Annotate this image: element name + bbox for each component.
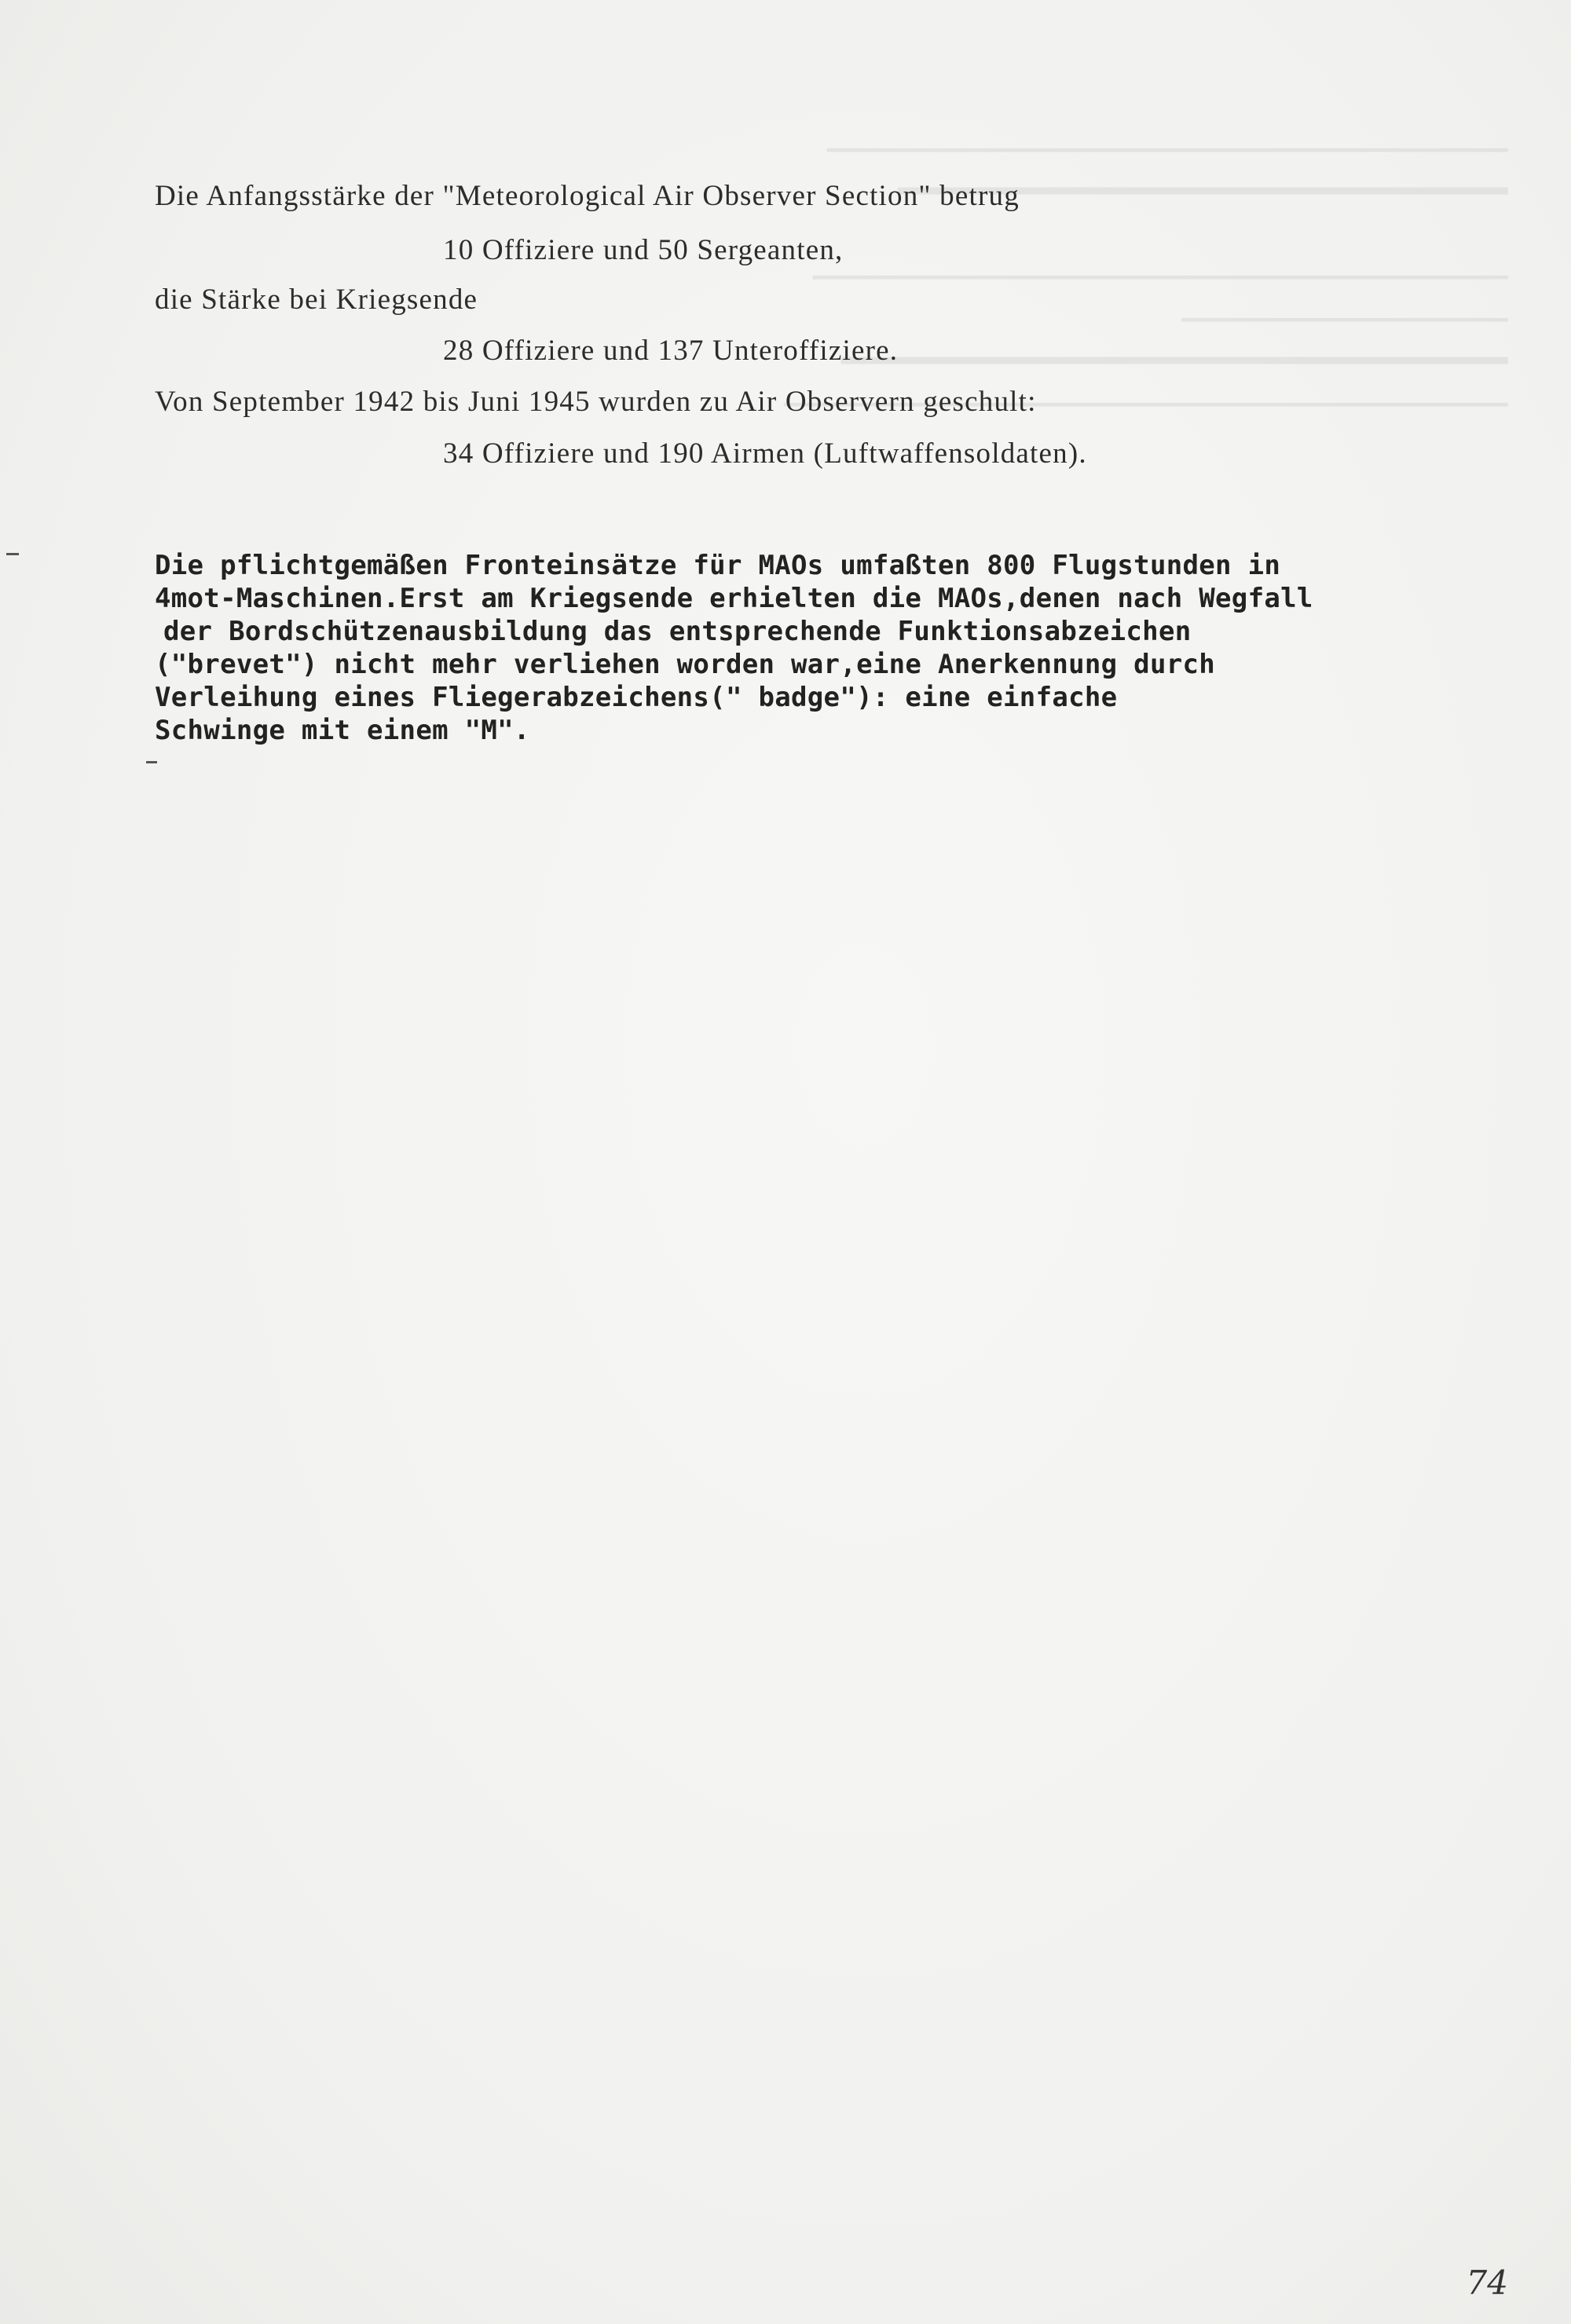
paragraph-line: Verleihung eines Fliegerabzeichens(" badge"): eine einfache (155, 682, 1118, 713)
initial-count-line: 10 Offiziere und 50 Sergeanten, (443, 234, 844, 266)
margin-mark (146, 761, 157, 763)
paragraph-line: Schwinge mit einem "M". (155, 715, 530, 746)
paragraph-line: 4mot-Maschinen.Erst am Kriegsende erhielten die MAOs,denen nach Wegfall (155, 583, 1313, 614)
bleed-through-texture: ▁▁▁▁▁▁▁▁▁▁▁▁▁▁▁▁▁▁▁▁▁▁▁▁▁▁▁▁▁▁▁▁▁▁▁▁▁▁▁▁▁▁▁▁▁▁▁▁ ▂▂▂▂▂▂▂▂▂▂▂▂▂▂▂▂▂▂▂▂▂▂▂▂▂▂▂▂▂▂▂▂▂▂▂▂▂▂▂▂▂▂▂ ▁▁▁▁▁▁▁▁▁▁▁▁▁▁▁▁▁▁▁▁▁▁▁▁▁▁▁▁▁▁▁▁▁▁▁▁▁▁▁▁▁▁▁▁▁▁▁▁▁ ▁▁▁▁▁▁▁▁▁▁▁▁▁▁▁▁▁▁▁▁▁▁▁ ▂▂▂▂▂▂▂▂▂▂▂▂▂▂▂▂▂▂▂▂▂▂▂▂▂▂▂▂▂▂▂▂▂▂▂▂▂▂▂▂▂▂▂▂▂▂▂ ▁▁▁▁▁▁▁▁▁▁▁▁▁▁▁▁▁▁▁▁▁▁▁▁▁▁▁▁▁▁▁▁▁▁▁▁▁▁▁▁▁▁▁▁▁▁▁▁▁▁▁ (784, 125, 1508, 407)
trained-count-line: 34 Offiziere und 190 Airmen (Luftwaffensoldaten). (443, 437, 1087, 470)
margin-mark (6, 553, 19, 555)
paragraph-line: der Bordschützenausbildung das entsprechende Funktionsabzeichen (163, 616, 1192, 647)
end-count-line: 28 Offiziere und 137 Unteroffiziere. (443, 335, 899, 367)
paragraph-line: Die pflichtgemäßen Fronteinsätze für MAOs umfaßten 800 Flugstunden in (155, 550, 1281, 581)
paragraph-line: ("brevet") nicht mehr verliehen worden war,eine Anerkennung durch (155, 649, 1216, 680)
trained-intro-line: Von September 1942 bis Juni 1945 wurden zu Air Observern geschult: (155, 386, 1037, 418)
strength-intro-line: Die Anfangsstärke der "Meteorological Air Observer Section" betrug (155, 180, 1020, 212)
end-strength-label: die Stärke bei Kriegsende (155, 284, 478, 316)
page-number: 74 (1466, 2264, 1508, 2302)
